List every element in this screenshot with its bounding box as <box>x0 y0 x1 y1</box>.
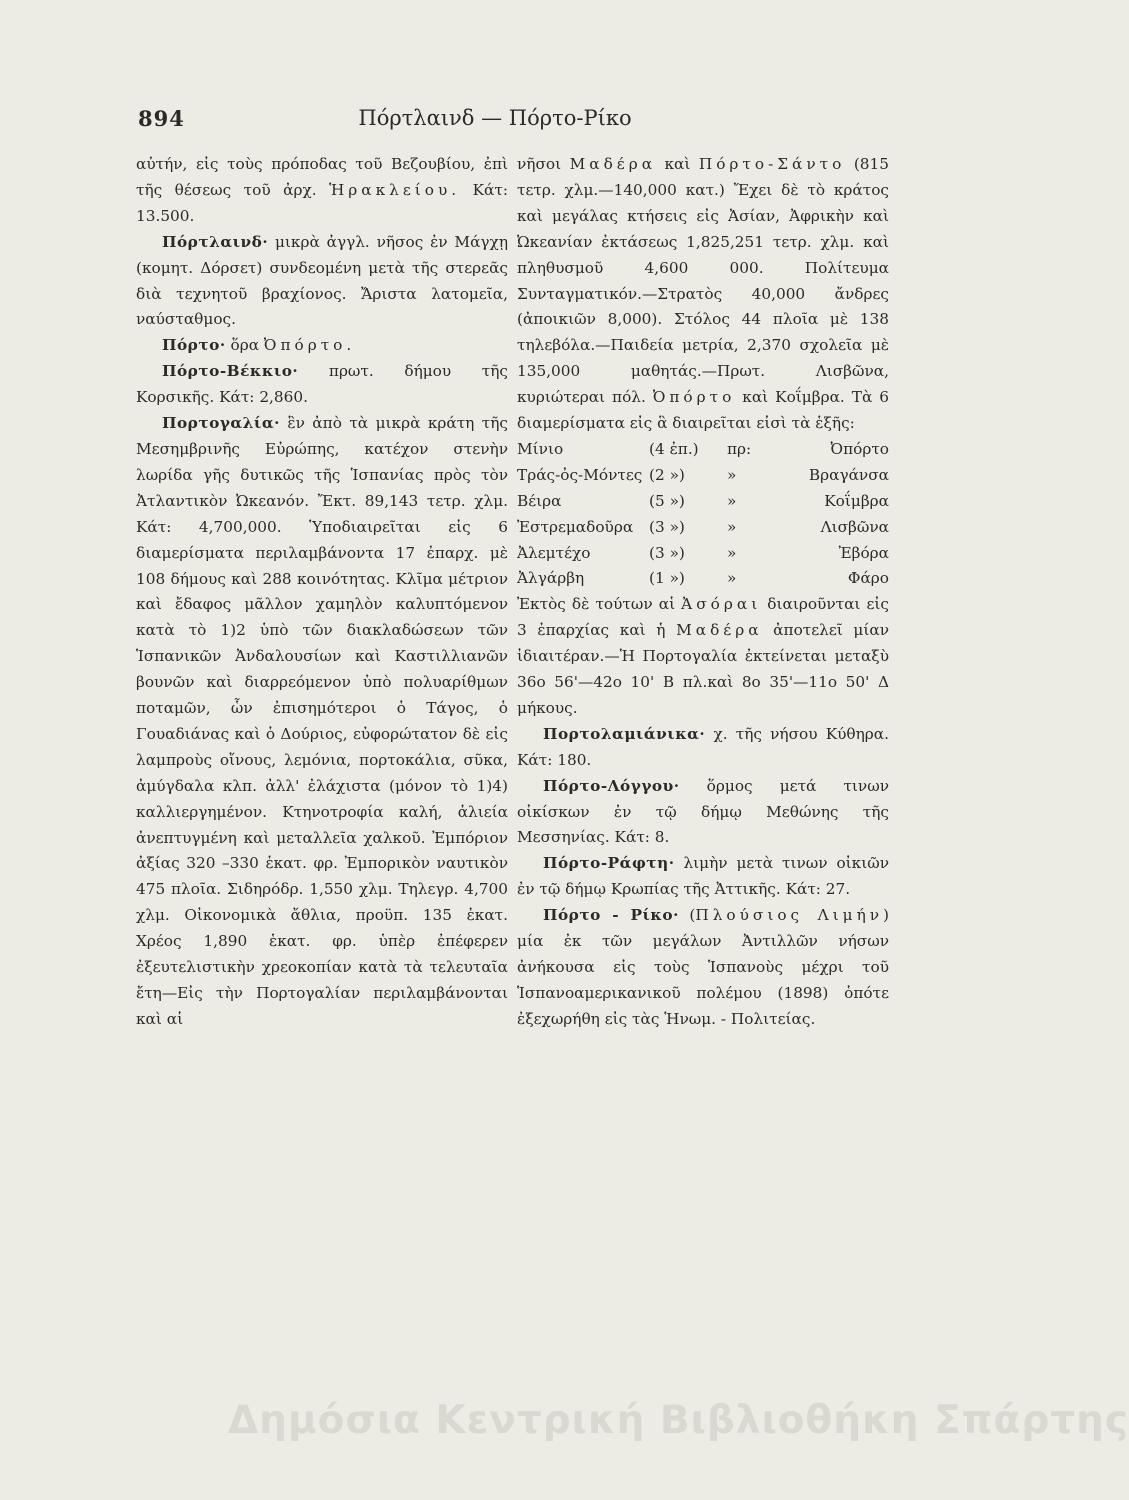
left-column <box>136 152 508 1033</box>
district-label: » <box>727 465 737 484</box>
entry-porto-rafti: Πόρτο-Ράφτη· λιμὴν μετὰ τινων οἰκιῶν ἐν τῷ δήμῳ Κρωπίας τῆς Ἀττικῆς. Κάτ: 27. <box>517 854 889 899</box>
district-count: (3 ») <box>649 543 685 562</box>
running-title: Πόρτλαινδ — Πόρτο-Ρίκο <box>358 106 632 130</box>
district-name: Βέιρα <box>517 491 562 510</box>
entry-porto-rico: Πόρτο - Ρίκο· (Πλούσιος Λιμήν) μία ἐκ τῶν μεγάλων Ἀντιλλῶν νήσων ἀνήκουσα εἰς τοὺς Ἱσπανοὺς μέχρι τοῦ Ἱσπανοαμερικανικοῦ πολέμου (1898) ὁπότε ἐξεχωρήθη εἰς τὰς Ἡνωμ. - Πολιτείας. <box>517 906 889 1028</box>
entry-portolamianika: Πορτολαμιάνικα· χ. τῆς νήσου Κύθηρα. Κάτ: 180. <box>517 724 889 769</box>
district-count: (2 ») <box>649 465 685 484</box>
district-capital: Ὀπόρτο <box>830 439 889 458</box>
entry-lemma: Πόρτλαινδ· <box>162 232 269 251</box>
right-column <box>517 152 889 1033</box>
district-capital: Λισβῶνα <box>820 517 889 536</box>
district-capital: Βραγάνσα <box>808 465 889 484</box>
districts-table <box>517 437 889 592</box>
district-capital: Κοΐμβρα <box>824 491 889 510</box>
table-row <box>517 566 889 592</box>
district-capital: Ἐβόρα <box>838 543 889 562</box>
table-row <box>517 463 889 489</box>
entry-lemma: Πόρτο-Βέκκιο· <box>162 362 299 381</box>
district-name: Ἀλγάρβη <box>517 569 585 588</box>
entry-lemma: Πόρτο-Ράφτη· <box>543 854 675 873</box>
table-row <box>517 541 889 567</box>
district-name: Μίνιο <box>517 439 564 458</box>
portugal-continued: νῆσοι Μαδέρα καὶ Πόρτο-Σάντο (815 τετρ. χλμ.—140,000 κατ.) Ἔχει δὲ τὸ κράτος καὶ μεγάλας κτήσεις εἰς Ἀσίαν, Ἀφρικὴν καὶ Ὠκεανίαν ἐκτάσεως 1,825,251 τετρ. χλμ. καὶ πληθυσμοῦ 4,600 000. Πολίτευμα Συνταγματικόν.—Στρατὸς 40,000 ἄνδρες (ἀποικιῶν 8,000). Στόλος 44 πλοῖα μὲ 138 τηλεβόλα.—Παιδεία μετρία, 2,370 σχολεῖα μὲ 135,000 μαθητάς.—Πρωτ. Λισβῶνα, κυριώτεραι πόλ. Ὀπόρτο καὶ Κοΐμβρα. Τὰ 6 διαμερίσματα εἰς ἃ διαιρεῖται εἰσὶ τὰ ἑξῆς: <box>517 155 889 433</box>
continued-paragraph: αὐτήν, εἰς τοὺς πρόποδας τοῦ Βεζουβίου, ἐπὶ τῆς θέσεως τοῦ ἀρχ. Ἡρακλείου. Κάτ: 13.500. <box>136 155 508 225</box>
entry-porto-longou: Πόρτο-Λόγγου· ὅρμος μετά τινων οἰκίσκων ἐν τῷ δήμῳ Μεθώνης τῆς Μεσσηνίας. Κάτ: 8. <box>517 776 889 847</box>
page-number: 894 <box>138 106 185 131</box>
district-label: » <box>727 543 737 562</box>
district-capital: Φάρο <box>847 569 889 588</box>
table-row <box>517 515 889 541</box>
district-count: (3 ») <box>649 517 685 536</box>
district-name: Ἐστρεμαδοῦρα <box>517 517 634 536</box>
district-label: » <box>727 569 737 588</box>
district-label: » <box>727 517 737 536</box>
entry-porto: Πόρτο· ὅρα Ὀπόρτο. <box>162 336 356 355</box>
entry-lemma: Πόρτο· <box>162 336 226 355</box>
entry-lemma: Πορτολαμιάνικα· <box>543 724 706 743</box>
library-watermark: Δημόσια Κεντρική Βιβλιοθήκη Σπάρτης <box>228 1398 1129 1443</box>
table-row <box>517 437 889 463</box>
entry-portugal: Πορτογαλία· ἓν ἀπὸ τὰ μικρὰ κράτη τῆς Μεσημβρινῆς Εὐρώπης, κατέχον στενὴν λωρίδα γῆς δυτικῶς τῆς Ἱσπανίας πρὸς τὸν Ἀτλαντικὸν Ὠκεανόν. Ἔκτ. 89,143 τετρ. χλμ. Κάτ: 4,700,000. Ὑποδιαιρεῖται εἰς 6 διαμερίσματα περιλαμβάνοντα 17 ἐπαρχ. μὲ 108 δήμους καὶ 288 κοινότητας. Κλῖμα μέτριον καὶ ἔδαφος μᾶλλον χαμηλὸν καλυπτόμενον κατὰ τὸ 1)2 ὑπὸ τῶν διακλαδώσεων τῶν Ἱσπανικῶν Ἀνδαλουσίων καὶ Καστιλλιανῶν βουνῶν καὶ διαρρεόμενον ὑπὸ πολυαρίθμων ποταμῶν, ὧν ἐπισημότεροι ὁ Τάγος, ὁ Γουαδιάνας καὶ ὁ Δούριος, εὐφορώτατον δὲ εἰς λαμπροὺς οἴνους, λεμόνια, πορτοκάλια, σῦκα, ἀμύγδαλα κλπ. ἀλλ' ἐλάχιστα (μόνον τὸ 1)4) καλλιεργημένον. Κτηνοτροφία καλή, ἁλιεία ἀνεπτυγμένη καὶ μεταλλεῖα χαλκοῦ. Ἐμπόριον ἀξίας 320 –330 ἑκατ. φρ. Ἐμπορικὸν ναυτικὸν 475 πλοῖα. Σιδηρόδρ. 1,550 χλμ. Τηλεγρ. 4,700 χλμ. Οἰκονομικὰ ἄθλια, προϋπ. 135 ἑκατ. Χρέος 1,890 ἑκατ. φρ. ὑπὲρ ἐπέφερεν ἐξευτελιστικὴν χρεοκοπίαν κατὰ τὰ τελευταῖα ἔτη—Εἰς τὴν Πορτογαλίαν περιλαμβάνονται καὶ αἱ <box>136 414 508 1028</box>
page-header <box>130 106 860 136</box>
entry-porto-vecchio: Πόρτο-Βέκκιο· πρωτ. δήμου τῆς Κορσικῆς. Κάτ: 2,860. <box>136 362 508 407</box>
district-name: Τράς-ὀς-Μόντες <box>517 465 643 484</box>
district-label: πρ: <box>727 439 752 458</box>
entry-portland: Πόρτλαινδ· μικρὰ ἀγγλ. νῆσος ἐν Μάγχῃ (κομητ. Δόρσετ) συνδεομένη μετὰ τῆς στερεᾶς διὰ τεχνητοῦ βραχίονος. Ἄριστα λατομεῖα, ναύσταθμος. <box>136 232 508 329</box>
district-count: (4 ἐπ.) <box>649 439 699 458</box>
entry-lemma: Πόρτο-Λόγγου· <box>543 776 680 795</box>
district-count: (1 ») <box>649 569 685 588</box>
entry-lemma: Πόρτο - Ρίκο· <box>543 906 679 925</box>
district-count: (5 ») <box>649 491 685 510</box>
entry-lemma: Πορτογαλία· <box>162 414 280 433</box>
portugal-extent: Ἐκτὸς δὲ τούτων αἱ Ἀσόραι διαιροῦνται εἰς 3 ἐπαρχίας καὶ ἡ Μαδέρα ἀποτελεῖ μίαν ἰδιαιτέραν.—Ἡ Πορτογαλία ἐκτείνεται μεταξὺ 36ο 56'—42ο 10' Β πλ.καὶ 8ο 35'—11ο 50' Δ μήκους. <box>517 595 889 717</box>
district-name: Ἀλεμτέχο <box>517 543 591 562</box>
table-row <box>517 489 889 515</box>
district-label: » <box>727 491 737 510</box>
